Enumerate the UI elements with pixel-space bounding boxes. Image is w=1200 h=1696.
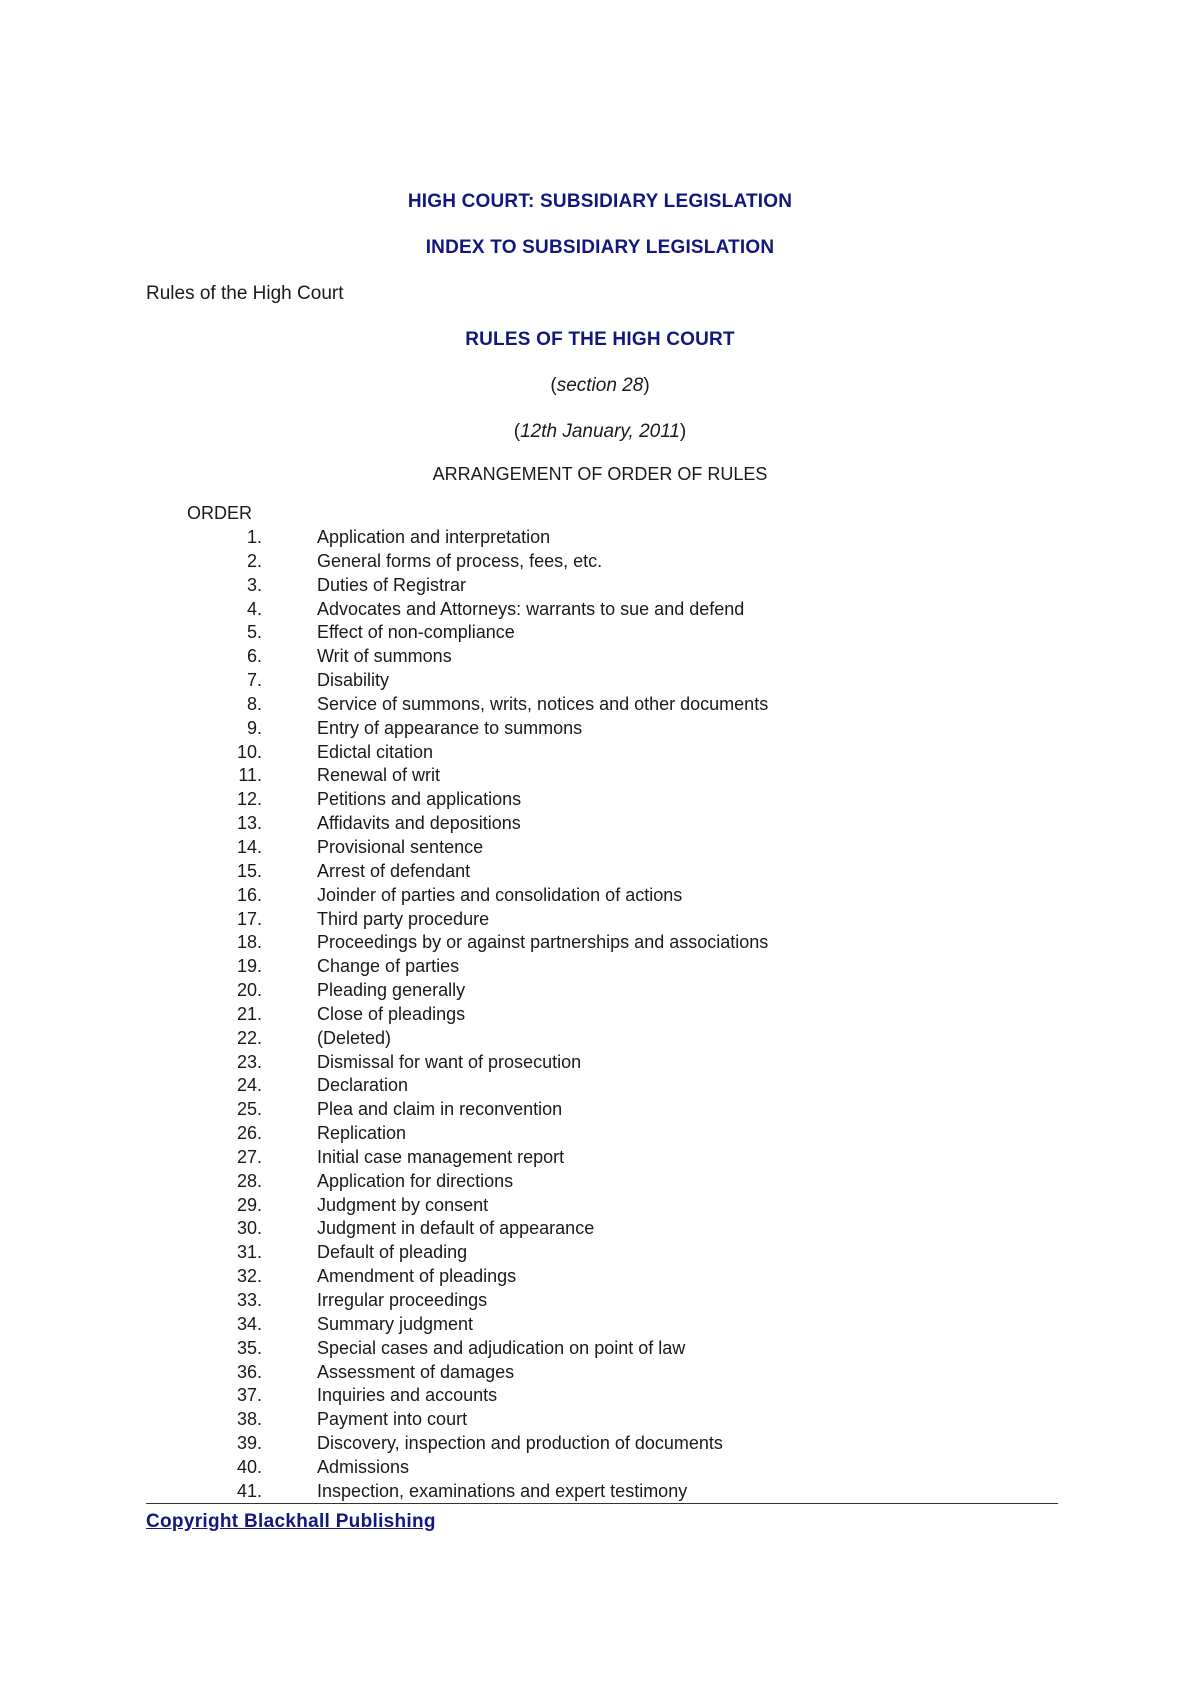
section-close-paren: )	[643, 375, 650, 396]
order-number: 22.	[236, 1027, 262, 1048]
order-title: Proceedings by or against partnerships and associations	[317, 932, 769, 953]
order-item	[0, 1241, 1200, 1265]
order-number: 31.	[236, 1242, 262, 1263]
order-item	[0, 1074, 1200, 1098]
order-title: Irregular proceedings	[317, 1290, 488, 1310]
order-item	[0, 1217, 1200, 1241]
order-item	[0, 1432, 1200, 1456]
order-item	[0, 1122, 1200, 1146]
order-item	[0, 1480, 1200, 1504]
order-title: Dismissal for want of prosecution	[317, 1051, 582, 1072]
section-reference	[0, 375, 1200, 397]
order-title: Duties of Registrar	[317, 574, 467, 595]
order-title: Writ of summons	[317, 646, 452, 667]
order-title: Special cases and adjudication on point of law	[317, 1337, 686, 1358]
order-title: Joinder of parties and consolidation of actions	[317, 884, 683, 905]
date-open-paren: (	[513, 421, 521, 442]
order-title: Pleading generally	[317, 980, 466, 1001]
order-number: 9.	[246, 717, 262, 738]
order-title: Payment into court	[317, 1409, 468, 1430]
order-item	[0, 1289, 1200, 1313]
order-title: Entry of appearance to summons	[317, 717, 583, 738]
order-column-label: ORDER	[187, 503, 253, 523]
order-title: Declaration	[317, 1075, 409, 1096]
order-title: Renewal of writ	[317, 765, 441, 786]
order-number: 36.	[236, 1361, 262, 1382]
order-number: 14.	[236, 836, 262, 857]
order-number: 7.	[246, 670, 262, 691]
order-title: Petitions and applications	[317, 789, 522, 810]
order-title: Default of pleading	[317, 1242, 468, 1263]
order-item	[0, 741, 1200, 765]
order-item	[0, 1170, 1200, 1194]
intro-line: Rules of the High Court	[146, 283, 344, 304]
order-item	[0, 764, 1200, 788]
order-item	[0, 621, 1200, 645]
order-item	[0, 908, 1200, 932]
section-text: section 28	[556, 375, 644, 396]
order-number: 40.	[236, 1456, 262, 1477]
order-item	[0, 1194, 1200, 1218]
order-item	[0, 1361, 1200, 1385]
order-title: Summary judgment	[317, 1313, 474, 1334]
order-item	[0, 550, 1200, 574]
order-list	[0, 526, 1200, 1504]
order-number: 41.	[236, 1480, 262, 1501]
order-item	[0, 979, 1200, 1003]
order-item	[0, 1265, 1200, 1289]
order-number: 39.	[236, 1433, 262, 1454]
order-number: 11.	[238, 765, 262, 786]
order-item	[0, 1384, 1200, 1408]
order-number: 2.	[246, 550, 262, 571]
order-number: 10.	[236, 741, 262, 762]
order-item	[0, 788, 1200, 812]
order-item	[0, 574, 1200, 598]
order-item	[0, 645, 1200, 669]
order-item	[0, 1146, 1200, 1170]
order-item	[0, 1456, 1200, 1480]
document-title: HIGH COURT: SUBSIDIARY LEGISLATION	[407, 191, 793, 212]
order-item	[0, 860, 1200, 884]
order-title: General forms of process, fees, etc.	[317, 550, 603, 571]
order-title: Initial case management report	[317, 1146, 565, 1167]
order-number: 24.	[236, 1075, 262, 1096]
order-number: 21.	[236, 1003, 262, 1024]
order-number: 38.	[236, 1409, 262, 1430]
order-item	[0, 931, 1200, 955]
order-number: 18.	[236, 932, 262, 953]
order-title: (Deleted)	[317, 1027, 392, 1048]
commencement-date	[0, 421, 1200, 443]
order-number: 19.	[236, 956, 262, 977]
order-number: 1.	[246, 527, 262, 547]
order-number: 8.	[246, 693, 262, 714]
order-number: 13.	[236, 813, 262, 834]
order-item	[0, 1098, 1200, 1122]
order-title: Discovery, inspection and production of documents	[317, 1433, 723, 1454]
rules-title: RULES OF THE HIGH COURT	[465, 329, 735, 350]
copyright-link[interactable]: Copyright Blackhall Publishing	[146, 1511, 436, 1532]
order-number: 17.	[236, 908, 262, 929]
order-title: Assessment of damages	[317, 1361, 515, 1382]
order-number: 12.	[236, 789, 262, 810]
order-number: 20.	[236, 980, 262, 1001]
order-title: Close of pleadings	[317, 1003, 466, 1024]
order-item	[0, 669, 1200, 693]
order-item	[0, 1313, 1200, 1337]
section-open-paren: (	[550, 375, 557, 396]
order-title: Affidavits and depositions	[317, 813, 521, 834]
order-item	[0, 1003, 1200, 1027]
order-number: 37.	[236, 1385, 262, 1406]
order-number: 23.	[236, 1051, 262, 1072]
order-title: Inquiries and accounts	[317, 1385, 498, 1406]
date-close-paren: )	[679, 421, 687, 442]
order-title: Service of summons, writs, notices and other documents	[317, 693, 769, 714]
date-text: 12th January, 2011	[520, 421, 680, 442]
order-item	[0, 955, 1200, 979]
order-title: Application for directions	[317, 1170, 514, 1191]
order-title: Third party procedure	[317, 908, 490, 929]
order-title: Amendment of pleadings	[317, 1266, 517, 1287]
order-title: Judgment in default of appearance	[317, 1218, 595, 1239]
order-item	[0, 1337, 1200, 1361]
order-title: Judgment by consent	[317, 1194, 489, 1215]
order-number: 30.	[236, 1218, 262, 1239]
order-number: 32.	[236, 1266, 262, 1287]
arrangement-heading: ARRANGEMENT OF ORDER OF RULES	[432, 464, 768, 484]
order-number: 28.	[236, 1170, 262, 1191]
order-title: Edictal citation	[317, 741, 434, 762]
order-title: Advocates and Attorneys: warrants to sue and defend	[317, 598, 745, 619]
order-number: 26.	[236, 1123, 262, 1144]
order-item	[0, 1408, 1200, 1432]
order-number: 29.	[236, 1194, 262, 1215]
footer-divider	[146, 1503, 1058, 1504]
order-number: 4.	[246, 598, 262, 619]
order-title: Arrest of defendant	[317, 860, 471, 881]
order-title: Replication	[317, 1123, 407, 1144]
order-title: Change of parties	[317, 956, 460, 977]
order-item	[0, 598, 1200, 622]
order-title: Effect of non-compliance	[317, 622, 515, 643]
order-number: 5.	[246, 622, 262, 643]
order-title: Disability	[317, 670, 390, 691]
order-number: 35.	[236, 1337, 262, 1358]
order-number: 27.	[236, 1146, 262, 1167]
order-item	[0, 1051, 1200, 1075]
order-item	[0, 1027, 1200, 1051]
order-item	[0, 717, 1200, 741]
order-number: 15.	[236, 860, 262, 881]
order-title: Plea and claim in reconvention	[317, 1099, 563, 1120]
order-number: 16.	[236, 884, 262, 905]
order-title: Admissions	[317, 1456, 410, 1477]
order-number: 34.	[236, 1313, 262, 1334]
index-title: INDEX TO SUBSIDIARY LEGISLATION	[425, 237, 775, 258]
order-title: Application and interpretation	[317, 527, 551, 547]
order-item	[0, 693, 1200, 717]
order-number: 33.	[236, 1290, 262, 1310]
order-item	[0, 812, 1200, 836]
order-item	[0, 526, 1200, 550]
order-title: Inspection, examinations and expert testimony	[317, 1480, 688, 1501]
order-item	[0, 884, 1200, 908]
order-number: 25.	[236, 1099, 262, 1120]
order-item	[0, 836, 1200, 860]
order-title: Provisional sentence	[317, 836, 484, 857]
order-number: 3.	[246, 574, 262, 595]
order-number: 6.	[246, 646, 262, 667]
